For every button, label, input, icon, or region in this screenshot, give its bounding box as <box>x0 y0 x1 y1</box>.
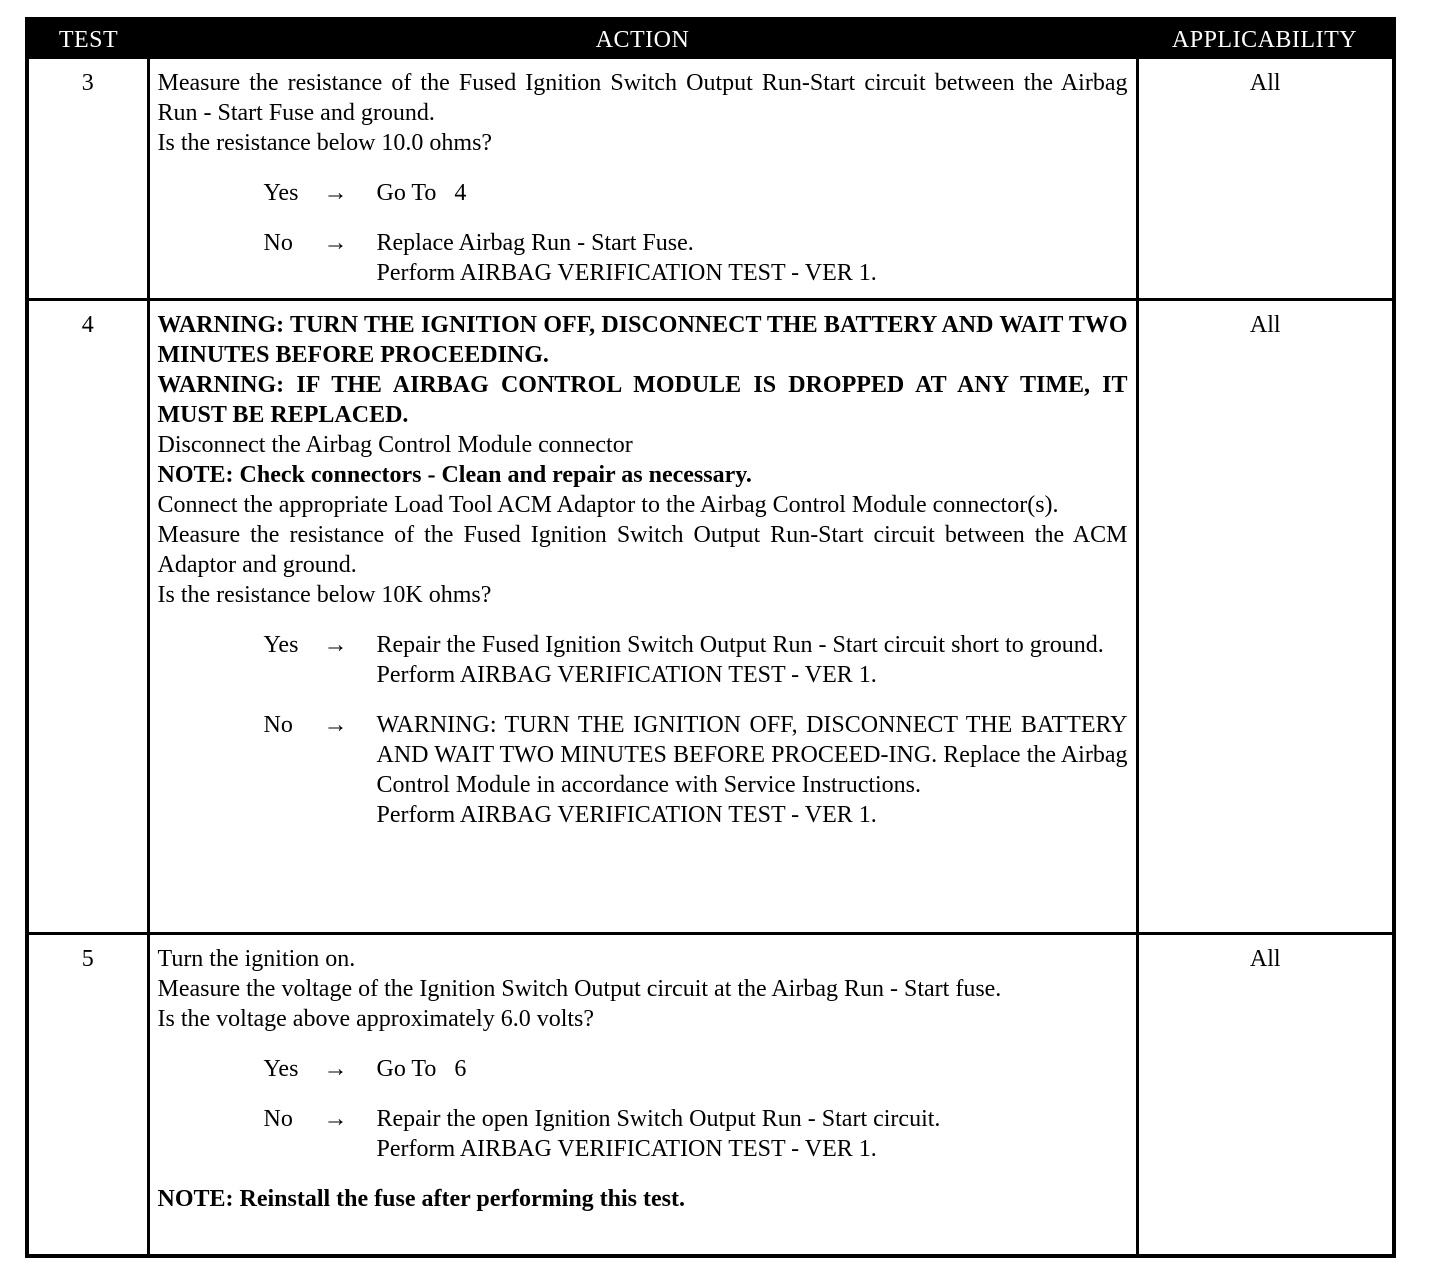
no-label: No <box>263 230 293 256</box>
yes-branch <box>264 1054 1128 1084</box>
action-question: Is the resistance below 10.0 ohms? <box>157 130 493 156</box>
yes-result: Repair the Fused Ignition Switch Output Run - Start circuit short to ground. <box>376 631 1104 658</box>
no-result-verify: Perform AIRBAG VERIFICATION TEST - VER 1. <box>376 801 877 828</box>
note-text: NOTE: Reinstall the fuse after performing this test. <box>157 1185 685 1212</box>
no-result: Repair the open Ignition Switch Output Run - Start circuit. <box>376 1105 941 1132</box>
no-branch <box>264 228 1128 288</box>
action-text: Measure the resistance of the Fused Ignition Switch Output Run-Start circuit between the ACM Adaptor and ground. <box>157 521 1128 578</box>
right-arrow-icon: → <box>323 631 348 658</box>
yes-branch <box>264 178 1128 208</box>
header-test: TEST <box>27 19 148 59</box>
warning-text: WARNING: IF THE AIRBAG CONTROL MODULE IS DROPPED AT ANY TIME, IT MUST BE REPLACED. <box>157 371 1128 428</box>
header-action: ACTION <box>148 19 1137 59</box>
yes-label: Yes <box>263 180 299 206</box>
action-cell <box>148 59 1137 299</box>
right-arrow-icon: → <box>323 711 348 738</box>
table-row <box>27 59 1394 299</box>
table-header-row <box>27 19 1394 59</box>
test-number: 4 <box>27 299 148 933</box>
action-cell <box>148 299 1137 933</box>
header-applicability: APPLICABILITY <box>1137 19 1394 59</box>
yes-result: Go To 4 <box>376 180 467 206</box>
table-row <box>27 933 1394 1256</box>
yes-label: Yes <box>263 1055 299 1082</box>
no-label: No <box>263 711 293 738</box>
applicability-value: All <box>1137 299 1394 933</box>
warning-text: WARNING: TURN THE IGNITION OFF, DISCONNECT THE BATTERY AND WAIT TWO MINUTES BEFORE PROCEEDING. <box>157 311 1128 368</box>
diagnostic-test-table <box>25 17 1396 1258</box>
yes-result: Go To 6 <box>376 1055 467 1082</box>
note-text: NOTE: Check connectors - Clean and repair as necessary. <box>157 461 752 488</box>
action-text: Turn the ignition on. <box>157 945 356 972</box>
applicability-value: All <box>1249 70 1281 96</box>
no-label: No <box>263 1105 293 1132</box>
yes-result-verify: Perform AIRBAG VERIFICATION TEST - VER 1. <box>376 661 877 688</box>
table-row <box>27 299 1394 933</box>
action-text: Disconnect the Airbag Control Module connector <box>157 431 633 458</box>
no-result: Replace Airbag Run - Start Fuse. <box>376 230 694 256</box>
action-text: Connect the appropriate Load Tool ACM Adaptor to the Airbag Control Module connector(s). <box>157 491 1059 518</box>
no-result-verify: Perform AIRBAG VERIFICATION TEST - VER 1. <box>376 1135 877 1162</box>
test-number: 3 <box>27 59 148 299</box>
yes-branch <box>264 630 1128 690</box>
right-arrow-icon: → <box>323 230 348 256</box>
action-text: Measure the resistance of the Fused Ignition Switch Output Run-Start circuit between the Airbag Run - Start Fuse and ground. <box>157 70 1128 126</box>
no-branch <box>264 710 1128 830</box>
right-arrow-icon: → <box>323 1055 348 1082</box>
yes-label: Yes <box>263 631 299 658</box>
action-text: Measure the voltage of the Ignition Switch Output circuit at the Airbag Run - Start fuse. <box>157 975 1002 1002</box>
right-arrow-icon: → <box>323 180 348 206</box>
no-branch <box>264 1104 1128 1164</box>
no-result-verify: Perform AIRBAG VERIFICATION TEST - VER 1. <box>376 260 877 286</box>
right-arrow-icon: → <box>323 1105 348 1132</box>
test-number: 5 <box>27 933 148 1256</box>
no-result: WARNING: TURN THE IGNITION OFF, DISCONNECT THE BATTERY AND WAIT TWO MINUTES BEFORE PROCEED-ING. Replace the Airbag Control Module in accordance with Service Instructions. <box>376 711 1128 798</box>
action-cell <box>148 933 1137 1256</box>
applicability-value: All <box>1137 933 1394 1256</box>
action-question: Is the resistance below 10K ohms? <box>157 581 492 608</box>
action-question: Is the voltage above approximately 6.0 volts? <box>157 1005 595 1032</box>
